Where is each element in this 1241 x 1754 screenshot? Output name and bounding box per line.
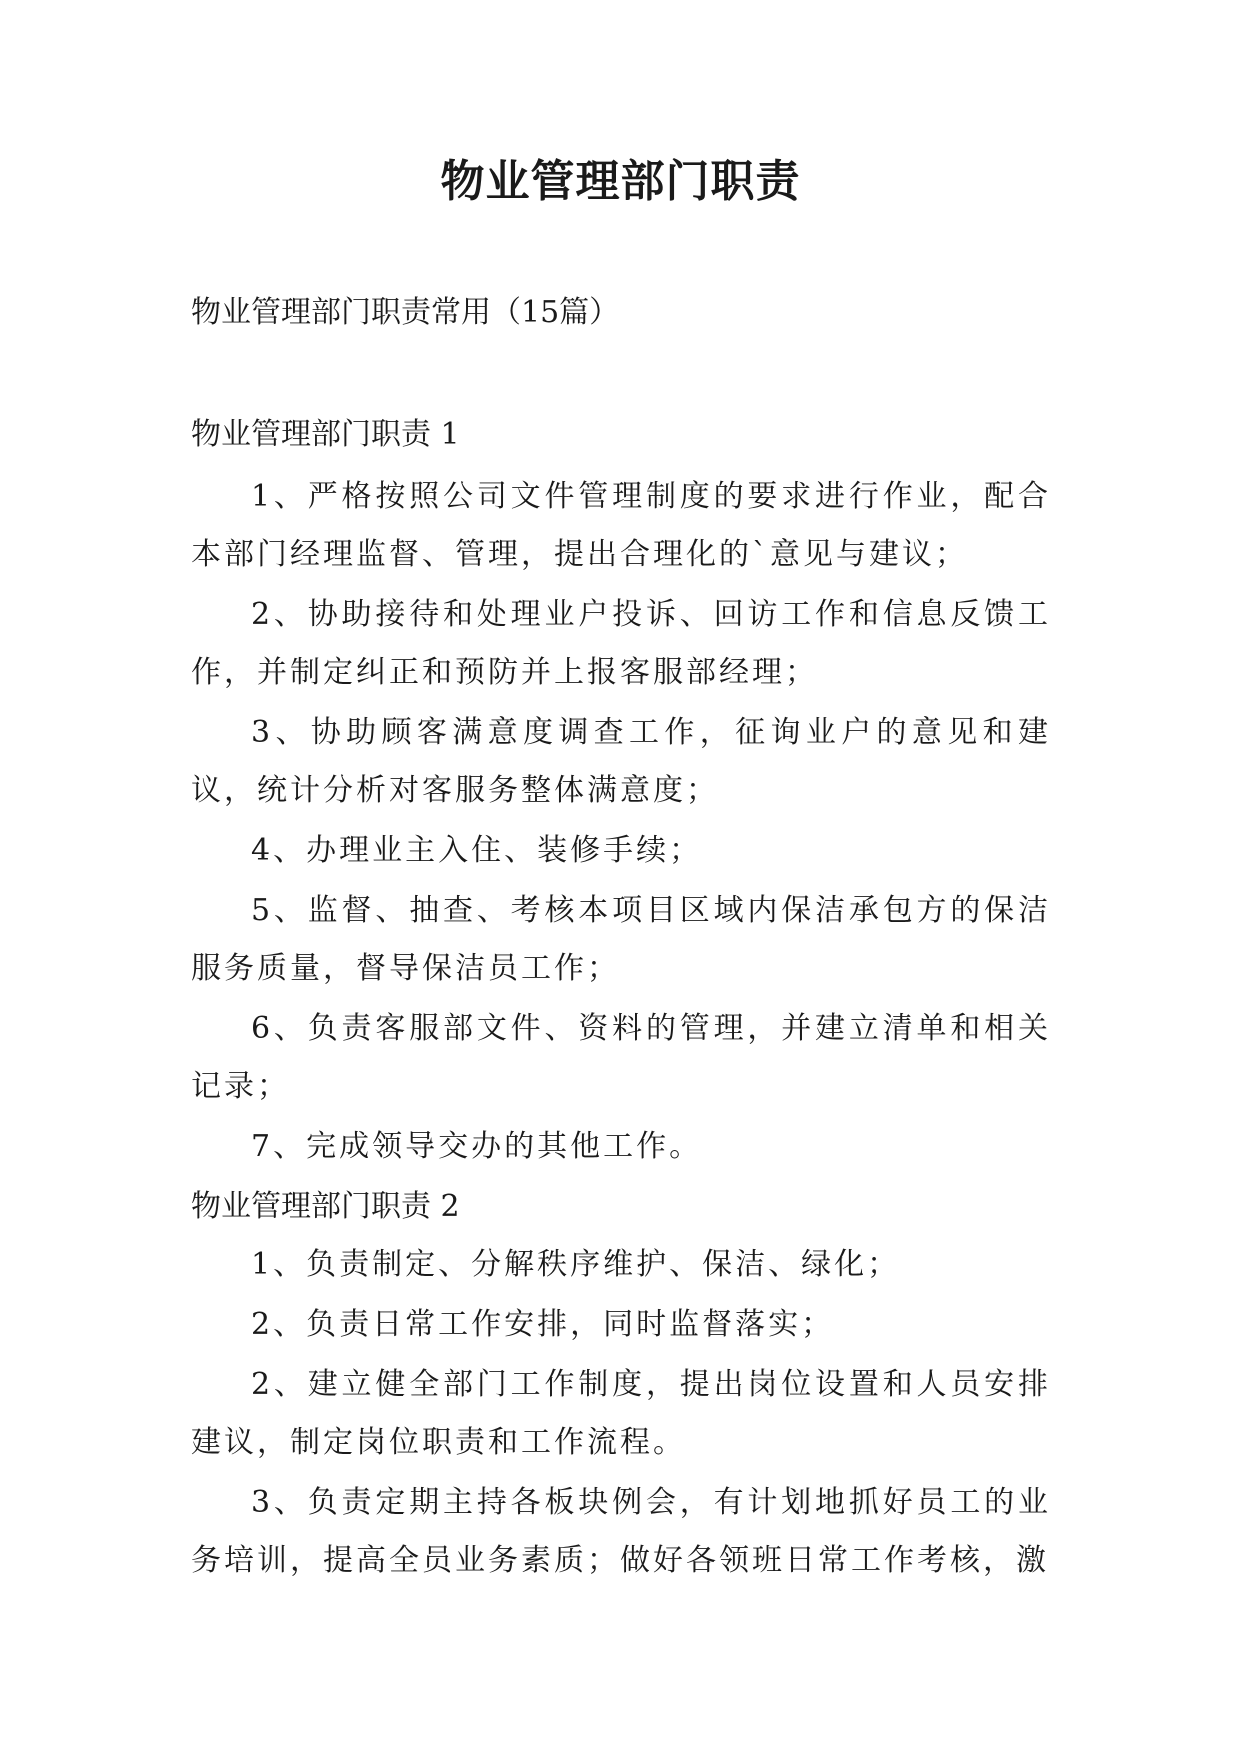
section-heading: 物业管理部门职责 1 (191, 417, 460, 452)
section-paragraph: 1、严格按照公司文件管理制度的要求进行作业，配合本部门经理监督、管理，提出合理化的`意见与建议； (191, 479, 1051, 572)
section-paragraph: 1、负责制定、分解秩序维护、保洁、绿化； (251, 1247, 901, 1282)
section-paragraph: 7、完成领导交办的其他工作。 (251, 1129, 703, 1164)
document-subtitle: 物业管理部门职责常用（15篇） (191, 295, 620, 330)
section-paragraph: 2、协助接待和处理业户投诉、回访工作和信息反馈工作，并制定纠正和预防并上报客服部经理； (191, 597, 1051, 690)
document-body (191, 406, 1051, 1592)
section-paragraph: 3、协助顾客满意度调查工作，征询业户的意见和建议，统计分析对客服务整体满意度； (191, 715, 1051, 808)
section-paragraph: 4、办理业主入住、装修手续； (251, 833, 703, 868)
section-paragraph: 3、负责定期主持各板块例会，有计划地抓好员工的业务培训，提高全员业务素质；做好各领班日常工作考核，激 (191, 1485, 1051, 1578)
section-paragraph: 5、监督、抽查、考核本项目区域内保洁承包方的保洁服务质量，督导保洁员工作； (191, 893, 1051, 986)
section-paragraph: 2、建立健全部门工作制度，提出岗位设置和人员安排建议，制定岗位职责和工作流程。 (191, 1367, 1051, 1460)
section-paragraph: 2、负责日常工作安排，同时监督落实； (251, 1307, 835, 1342)
section-heading: 物业管理部门职责 2 (191, 1189, 460, 1224)
document-title: 物业管理部门职责 (440, 156, 801, 207)
section-paragraph: 6、负责客服部文件、资料的管理，并建立清单和相关记录； (191, 1011, 1051, 1104)
